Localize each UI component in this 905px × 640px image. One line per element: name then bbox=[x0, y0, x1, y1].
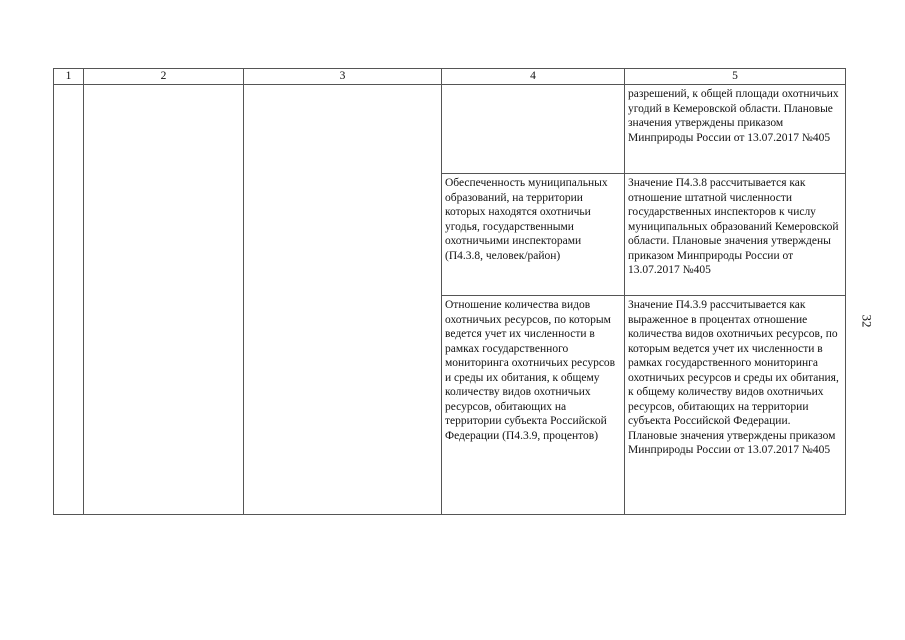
indicator-text: Обеспеченность муниципальных образований, на территории которых находятся охотничьи угодья, государственными охотничьими инспекторами (П4.3.8, человек/район) bbox=[445, 177, 608, 262]
document-table bbox=[53, 68, 846, 515]
column-number-3: 3 bbox=[244, 69, 442, 85]
cell-col2 bbox=[84, 85, 244, 515]
description-text: разрешений, к общей площади охотничьих угодий в Кемеровской области. Плановые значения утверждены приказом Минприроды России от 13.07.2017 №405 bbox=[628, 88, 839, 144]
description-cell bbox=[625, 174, 846, 296]
page-number: 32 bbox=[859, 314, 875, 328]
cell-col1 bbox=[54, 85, 84, 515]
indicator-cell bbox=[442, 296, 625, 515]
indicator-cell bbox=[442, 85, 625, 174]
description-text: Значение П4.3.9 рассчитывается как выраженное в процентах отношение количества видов охотничьих ресурсов, по которым ведется учет их численности в рамках государственного мониторинга охотничьих ресурсов и среды их обитания, к общему количеству видов охотничьих ресурсов, обитающих на территории субъекта Российской Федерации. Плановые значения утверждены приказом Минприроды России от 13.07.2017 №405 bbox=[628, 299, 839, 456]
description-cell bbox=[625, 296, 846, 515]
description-text: Значение П4.3.8 рассчитывается как отношение штатной численности государственных инспекторов к числу муниципальных образований Кемеровской области. Плановые значения утверждены приказом Минприроды России от 13.07.2017 №405 bbox=[628, 177, 839, 276]
table-row bbox=[54, 85, 846, 174]
column-number-2: 2 bbox=[84, 69, 244, 85]
column-number-4: 4 bbox=[442, 69, 625, 85]
indicator-cell bbox=[442, 174, 625, 296]
cell-col3 bbox=[244, 85, 442, 515]
indicator-text: Отношение количества видов охотничьих ресурсов, по которым ведется учет их численности в рамках государственного мониторинга охотничьих ресурсов и среды их обитания, к общему количеству видов охотничьих ресурсов, обитающих на территории субъекта Российской Федерации (П4.3.9, процентов) bbox=[445, 299, 616, 442]
column-number-1: 1 bbox=[54, 69, 84, 85]
table-header-row bbox=[54, 69, 846, 85]
description-cell bbox=[625, 85, 846, 174]
column-number-5: 5 bbox=[625, 69, 846, 85]
